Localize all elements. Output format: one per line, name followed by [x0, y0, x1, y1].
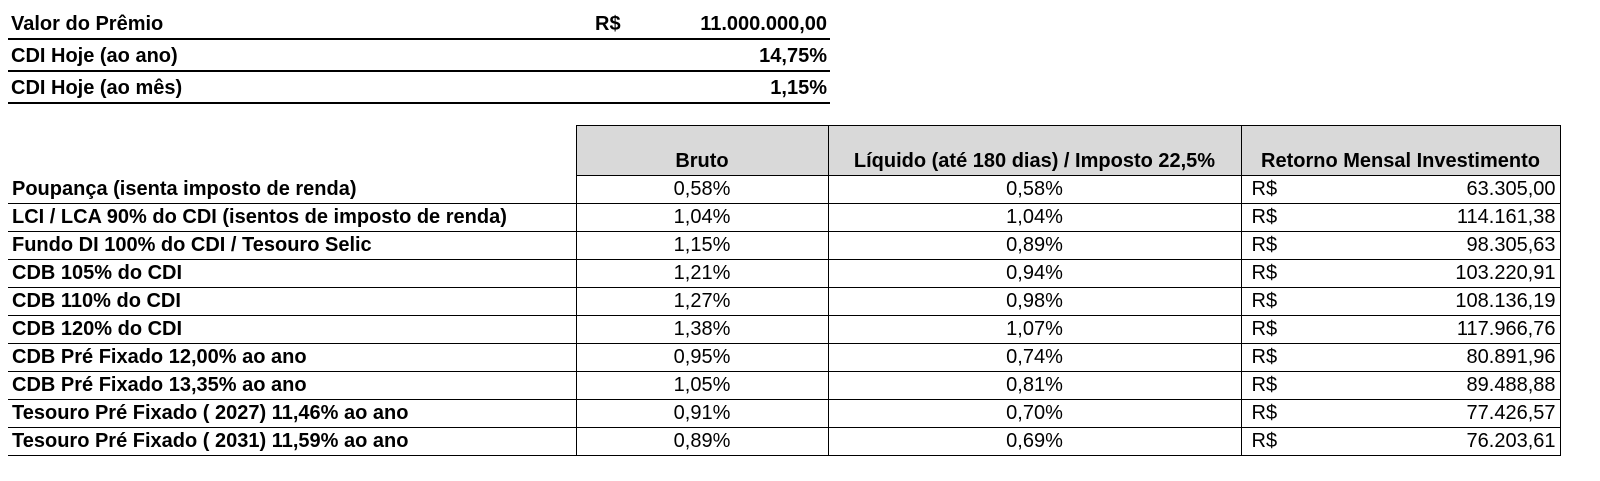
row-liquido: 0,70%	[828, 400, 1241, 428]
row-name: CDB 105% do CDI	[8, 260, 576, 288]
row-name: CDB 120% do CDI	[8, 316, 576, 344]
row-liquido: 1,07%	[828, 316, 1241, 344]
row-bruto: 1,21%	[576, 260, 828, 288]
row-currency: R$	[1251, 262, 1278, 284]
row-liquido: 0,98%	[828, 288, 1241, 316]
summary-label: CDI Hoje (ao ano)	[8, 39, 592, 71]
table-row	[8, 400, 1560, 428]
summary-table	[8, 8, 830, 104]
table-row	[8, 260, 1560, 288]
row-liquido: 0,69%	[828, 428, 1241, 456]
row-currency: R$	[1251, 234, 1278, 256]
row-retorno	[1241, 428, 1560, 456]
row-name: CDB Pré Fixado 13,35% ao ano	[8, 372, 576, 400]
summary-value: 1,15%	[656, 71, 830, 103]
investment-table	[8, 125, 1561, 456]
row-bruto: 0,58%	[576, 176, 828, 204]
row-name: CDB Pré Fixado 12,00% ao ano	[8, 344, 576, 372]
row-currency: R$	[1251, 206, 1278, 228]
row-retorno-value: 89.488,88	[1466, 374, 1556, 396]
table-row	[8, 428, 1560, 456]
summary-label: CDI Hoje (ao mês)	[8, 71, 592, 103]
row-retorno	[1241, 176, 1560, 204]
row-bruto: 1,05%	[576, 372, 828, 400]
row-currency: R$	[1251, 402, 1278, 424]
row-liquido: 0,94%	[828, 260, 1241, 288]
row-liquido: 0,81%	[828, 372, 1241, 400]
summary-value: 14,75%	[656, 39, 830, 71]
row-retorno-value: 76.203,61	[1466, 430, 1556, 452]
row-currency: R$	[1251, 374, 1278, 396]
summary-currency: R$	[592, 8, 656, 39]
row-liquido: 0,89%	[828, 232, 1241, 260]
row-retorno-value: 80.891,96	[1466, 346, 1556, 368]
row-bruto: 0,89%	[576, 428, 828, 456]
table-header-row	[8, 126, 1560, 176]
summary-label: Valor do Prêmio	[8, 8, 592, 39]
row-liquido: 0,74%	[828, 344, 1241, 372]
summary-value: 11.000.000,00	[656, 8, 830, 39]
row-name: Tesouro Pré Fixado ( 2027) 11,46% ao ano	[8, 400, 576, 428]
header-bruto: Bruto	[576, 126, 828, 176]
row-retorno	[1241, 232, 1560, 260]
row-bruto: 1,38%	[576, 316, 828, 344]
row-retorno-value: 114.161,38	[1456, 206, 1556, 228]
table-row	[8, 176, 1560, 204]
row-liquido: 1,04%	[828, 204, 1241, 232]
row-retorno	[1241, 400, 1560, 428]
row-bruto: 1,04%	[576, 204, 828, 232]
row-retorno	[1241, 260, 1560, 288]
summary-row-premio	[8, 8, 830, 39]
row-retorno-value: 98.305,63	[1466, 234, 1556, 256]
row-retorno-value: 108.136,19	[1455, 290, 1556, 312]
row-currency: R$	[1251, 318, 1278, 340]
header-blank-cell	[8, 126, 576, 176]
row-retorno-value: 63.305,00	[1466, 178, 1556, 200]
row-retorno	[1241, 316, 1560, 344]
row-name: Tesouro Pré Fixado ( 2031) 11,59% ao ano	[8, 428, 576, 456]
row-currency: R$	[1251, 290, 1278, 312]
row-currency: R$	[1251, 346, 1278, 368]
table-row	[8, 316, 1560, 344]
row-retorno-value: 117.966,76	[1456, 318, 1556, 340]
row-retorno	[1241, 288, 1560, 316]
row-name: Fundo DI 100% do CDI / Tesouro Selic	[8, 232, 576, 260]
row-name: LCI / LCA 90% do CDI (isentos de imposto de renda)	[8, 204, 576, 232]
table-row	[8, 204, 1560, 232]
row-retorno-value: 103.220,91	[1455, 262, 1556, 284]
summary-currency	[592, 71, 656, 103]
table-row	[8, 344, 1560, 372]
header-retorno: Retorno Mensal Investimento	[1241, 126, 1560, 176]
row-bruto: 1,27%	[576, 288, 828, 316]
row-retorno	[1241, 204, 1560, 232]
row-currency: R$	[1251, 178, 1278, 200]
row-retorno	[1241, 344, 1560, 372]
row-retorno-value: 77.426,57	[1466, 402, 1556, 424]
row-bruto: 0,95%	[576, 344, 828, 372]
table-row	[8, 288, 1560, 316]
row-bruto: 1,15%	[576, 232, 828, 260]
summary-row-cdi-ano	[8, 39, 830, 71]
row-liquido: 0,58%	[828, 176, 1241, 204]
row-currency: R$	[1251, 430, 1278, 452]
summary-currency	[592, 39, 656, 71]
table-row	[8, 232, 1560, 260]
row-name: Poupança (isenta imposto de renda)	[8, 176, 576, 204]
row-bruto: 0,91%	[576, 400, 828, 428]
header-liquido: Líquido (até 180 dias) / Imposto 22,5%	[828, 126, 1241, 176]
row-name: CDB 110% do CDI	[8, 288, 576, 316]
summary-row-cdi-mes	[8, 71, 830, 103]
row-retorno	[1241, 372, 1560, 400]
table-row	[8, 372, 1560, 400]
